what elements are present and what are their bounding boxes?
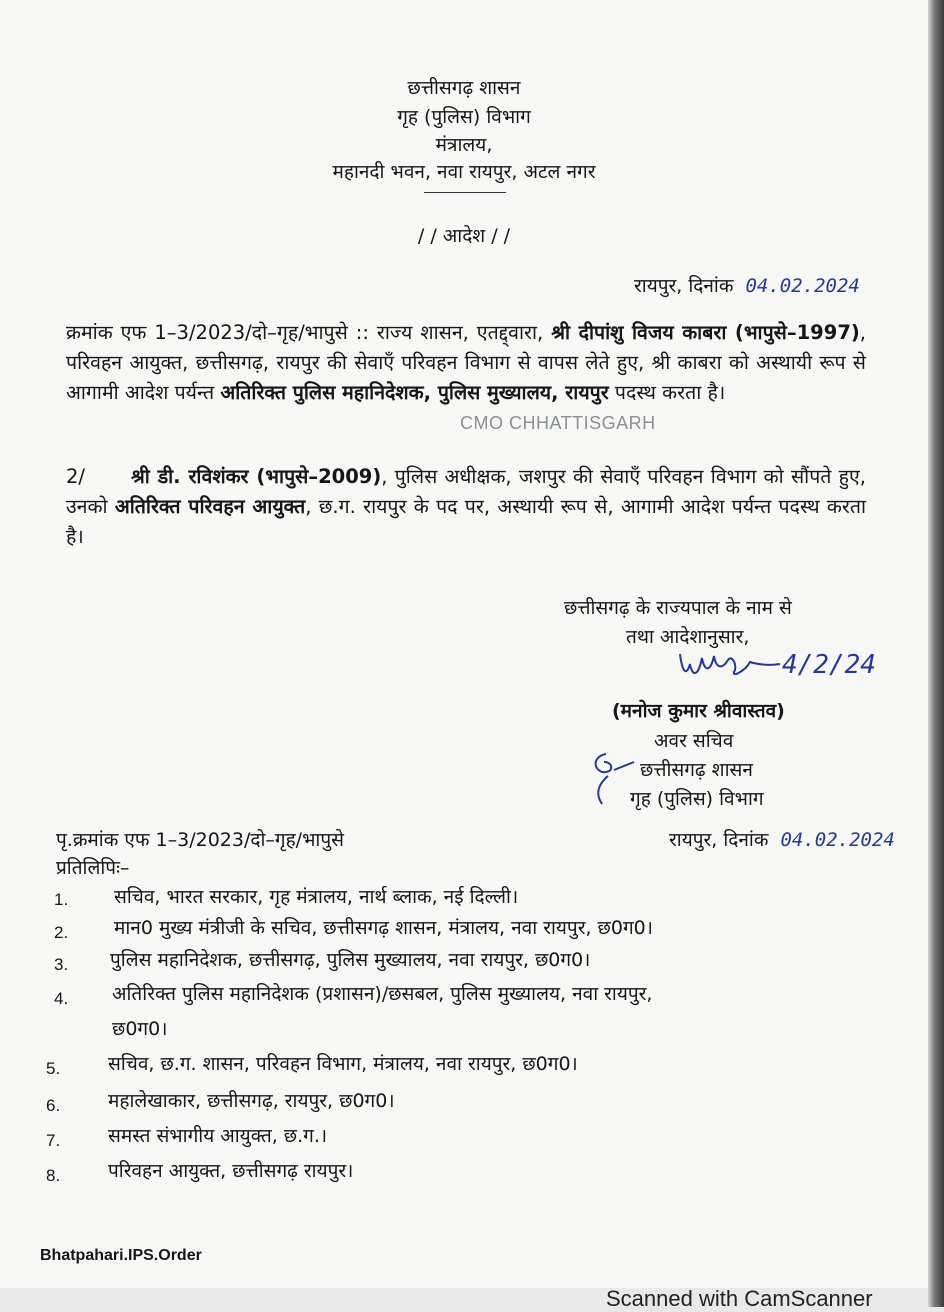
watermark: CMO CHHATTISGARH	[460, 413, 656, 433]
list-item: मान0 मुख्य मंत्रीजी के सचिव, छत्तीसगढ़ शासन, मंत्रालय, नवा रायपुर, छ0ग0।	[114, 917, 653, 939]
para-number: 2/	[66, 465, 85, 488]
signature-date: 4/2/24	[782, 650, 876, 680]
copy-reference: पृ.क्रमांक एफ 1–3/2023/दो–गृह/भापुसे	[56, 829, 344, 851]
list-item: महालेखाकार, छत्तीसगढ़, रायपुर, छ0ग0।	[108, 1090, 395, 1112]
list-item: समस्त संभागीय आयुक्त, छ.ग.।	[108, 1125, 328, 1147]
signatory-government: छत्तीसगढ़ शासन	[640, 759, 753, 781]
signature	[676, 640, 786, 686]
place-date	[634, 272, 860, 298]
list-item-number: 4.	[54, 989, 69, 1008]
list-item-number: 1.	[54, 890, 69, 909]
posting-1: अतिरिक्त पुलिस महानिदेशक, पुलिस मुख्यालय, रायपुर	[220, 381, 609, 404]
authority-line-2: तथा आदेशानुसार,	[626, 626, 750, 648]
source-footer: Bhatpahari.IPS.Order	[40, 1247, 202, 1264]
header-department: गृह (पुलिस) विभाग	[397, 106, 531, 128]
order-title: / / आदेश / /	[417, 225, 511, 247]
list-item: सचिव, छ.ग. शासन, परिवहन विभाग, मंत्रालय, नवा रायपुर, छ0ग0।	[108, 1053, 578, 1075]
copy-date-label: रायपुर, दिनांक	[669, 829, 769, 851]
signatory-designation: अवर सचिव	[654, 730, 734, 752]
handwritten-date: 04.02.2024	[745, 275, 860, 297]
list-item-continuation: छ0ग0।	[112, 1018, 168, 1040]
list-item-number: 6.	[46, 1096, 61, 1115]
order-paragraph-1: क्रमांक एफ 1–3/2023/दो–गृह/भापुसे :: राज्य शासन, एतद्द्वारा, श्री दीपांशु विजय काबरा (भापुसे–1997), परिवहन आयुक्त, छत्तीसगढ़, रायपुर की सेवाऍं परिवहन विभाग से वापस लेते हुए, श्री काबरा को अस्थायी रूप से आगामी आदेश पर्यन्त अतिरिक्त पुलिस महानिदेशक, पुलिस मुख्यालय, रायपुर पदस्थ करता है।	[66, 321, 866, 404]
scanner-watermark: Scanned with CamScanner	[606, 1286, 873, 1311]
list-item-number: 8.	[46, 1166, 61, 1185]
copy-place-date	[669, 826, 895, 852]
authority-line-1: छत्तीसगढ़ के राज्यपाल के नाम से	[564, 597, 792, 619]
header-address: महानदी भवन, नवा रायपुर, अटल नगर	[332, 161, 596, 183]
list-item-number: 2.	[54, 923, 69, 942]
list-item-number: 5.	[46, 1059, 61, 1078]
order-paragraph-2: 2/ श्री डी. रविशंकर (भापुसे–2009), पुलिस अधीक्षक, जशपुर की सेवाऍं परिवहन विभाग को सौंपते हुए, उनको अतिरिक्त परिवहन आयुक्त, छ.ग. रायपुर के पद पर, अस्थायी रूप से, आगामी आदेश पर्यन्त पदस्थ करता है।	[66, 465, 866, 548]
copy-heading: प्रतिलिपिः–	[56, 857, 130, 879]
signatory-name: (मनोज कुमार श्रीवास्तव)	[612, 700, 785, 722]
header-government: छत्तीसगढ़ शासन	[407, 77, 521, 99]
place-date-label: रायपुर, दिनांक	[634, 275, 734, 297]
copy-handwritten-date: 04.02.2024	[780, 829, 895, 851]
posting-2: अतिरिक्त परिवहन आयुक्त	[114, 495, 306, 518]
header-ministry: मंत्रालय,	[435, 134, 493, 156]
list-item: पुलिस महानिदेशक, छत्तीसगढ़, पुलिस मुख्यालय, नवा रायपुर, छ0ग0।	[110, 949, 591, 971]
list-item: अतिरिक्त पुलिस महानिदेशक (प्रशासन)/छसबल, पुलिस मुख्यालय, नवा रायपुर,	[112, 983, 653, 1005]
scan-edge-shadow	[928, 0, 944, 1307]
officer-name-2: श्री डी. रविशंकर (भापुसे–2009)	[130, 465, 382, 488]
list-item: सचिव, भारत सरकार, गृह मंत्रालय, नार्थ ब्लाक, नई दिल्ली।	[114, 886, 519, 908]
officer-name-1: श्री दीपांशु विजय काबरा (भापुसे–1997)	[551, 321, 860, 344]
list-item-number: 7.	[46, 1131, 61, 1150]
signatory-department: गृह (पुलिस) विभाग	[630, 788, 764, 810]
list-item-number: 3.	[54, 955, 69, 974]
header-divider	[424, 192, 506, 193]
list-item: परिवहन आयुक्त, छत्तीसगढ़ रायपुर।	[108, 1160, 354, 1182]
